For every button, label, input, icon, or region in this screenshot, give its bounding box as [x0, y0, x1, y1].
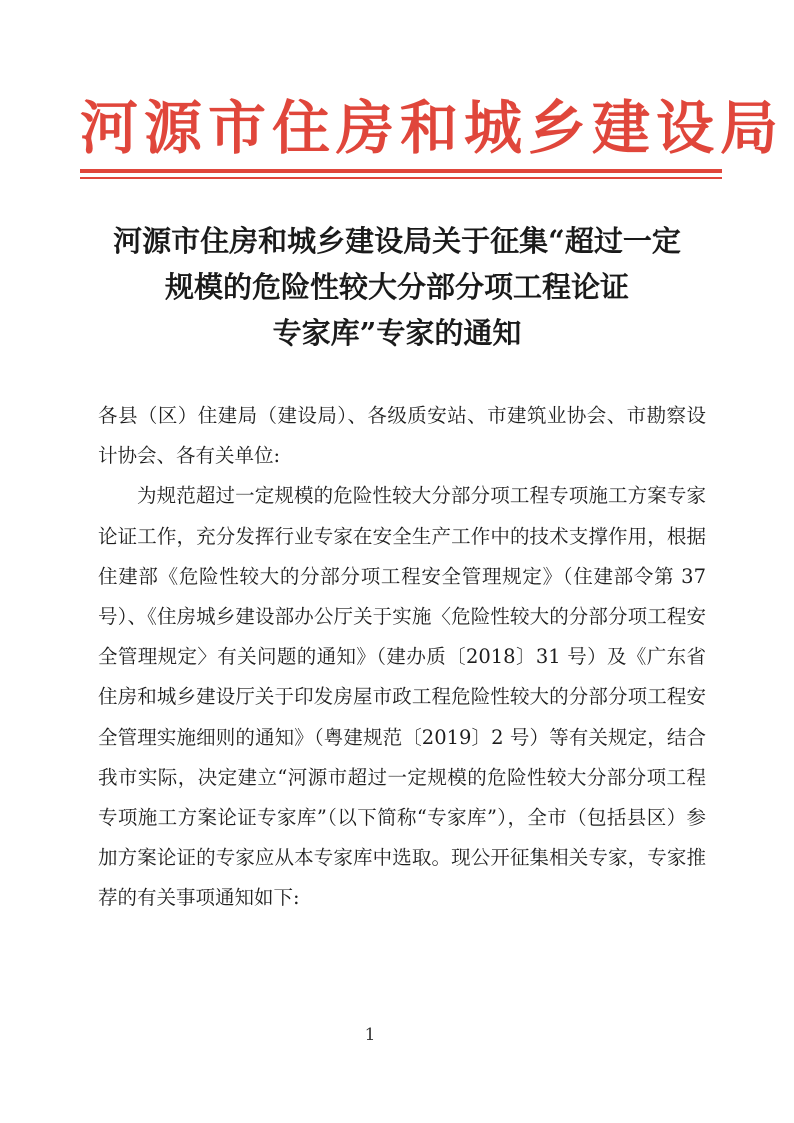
title-line-3: 专家库”专家的通知: [272, 316, 522, 350]
title-line-2: 规模的危险性较大分部分项工程论证: [164, 270, 629, 304]
document-body: [98, 396, 706, 919]
masthead-rule-thin: [80, 177, 722, 179]
document-title: [90, 218, 704, 356]
salutation: 各县（区）住建局（建设局）、各级质安站、市建筑业协会、市勘察设计协会、各有关单位:: [98, 404, 706, 468]
agency-masthead: 河源市住房和城乡建设局: [80, 94, 785, 162]
title-line-1: 河源市住房和城乡建设局关于征集“超过一定: [113, 224, 681, 258]
page-number: 1: [364, 1025, 376, 1045]
masthead-rule-thick: [80, 169, 722, 173]
body-paragraph: 为规范超过一定规模的危险性较大分部分项工程专项施工方案专家论证工作，充分发挥行业专家在安全生产工作中的技术支撑作用，根据住建部《危险性较大的分部分项工程安全管理规定》（住建部令第 37 号）、《住房城乡建设部办公厅关于实施〈危险性较大的分部分项工程安全管理规定〉有关问题的通知》（建办质〔2018〕31 号）及《广东省住房和城乡建设厅关于印发房屋市政工程危险性较大的分部分项工程安全管理实施细则的通知》（粤建规范〔2019〕2 号）等有关规定，结合我市实际，决定建立“河源市超过一定规模的危险性较大分部分项工程专项施工方案论证专家库”（以下简称“专家库”），全市（包括县区）参加方案论证的专家应从本专家库中选取。现公开征集相关专家，专家推荐的有关事项通知如下:: [98, 484, 706, 910]
